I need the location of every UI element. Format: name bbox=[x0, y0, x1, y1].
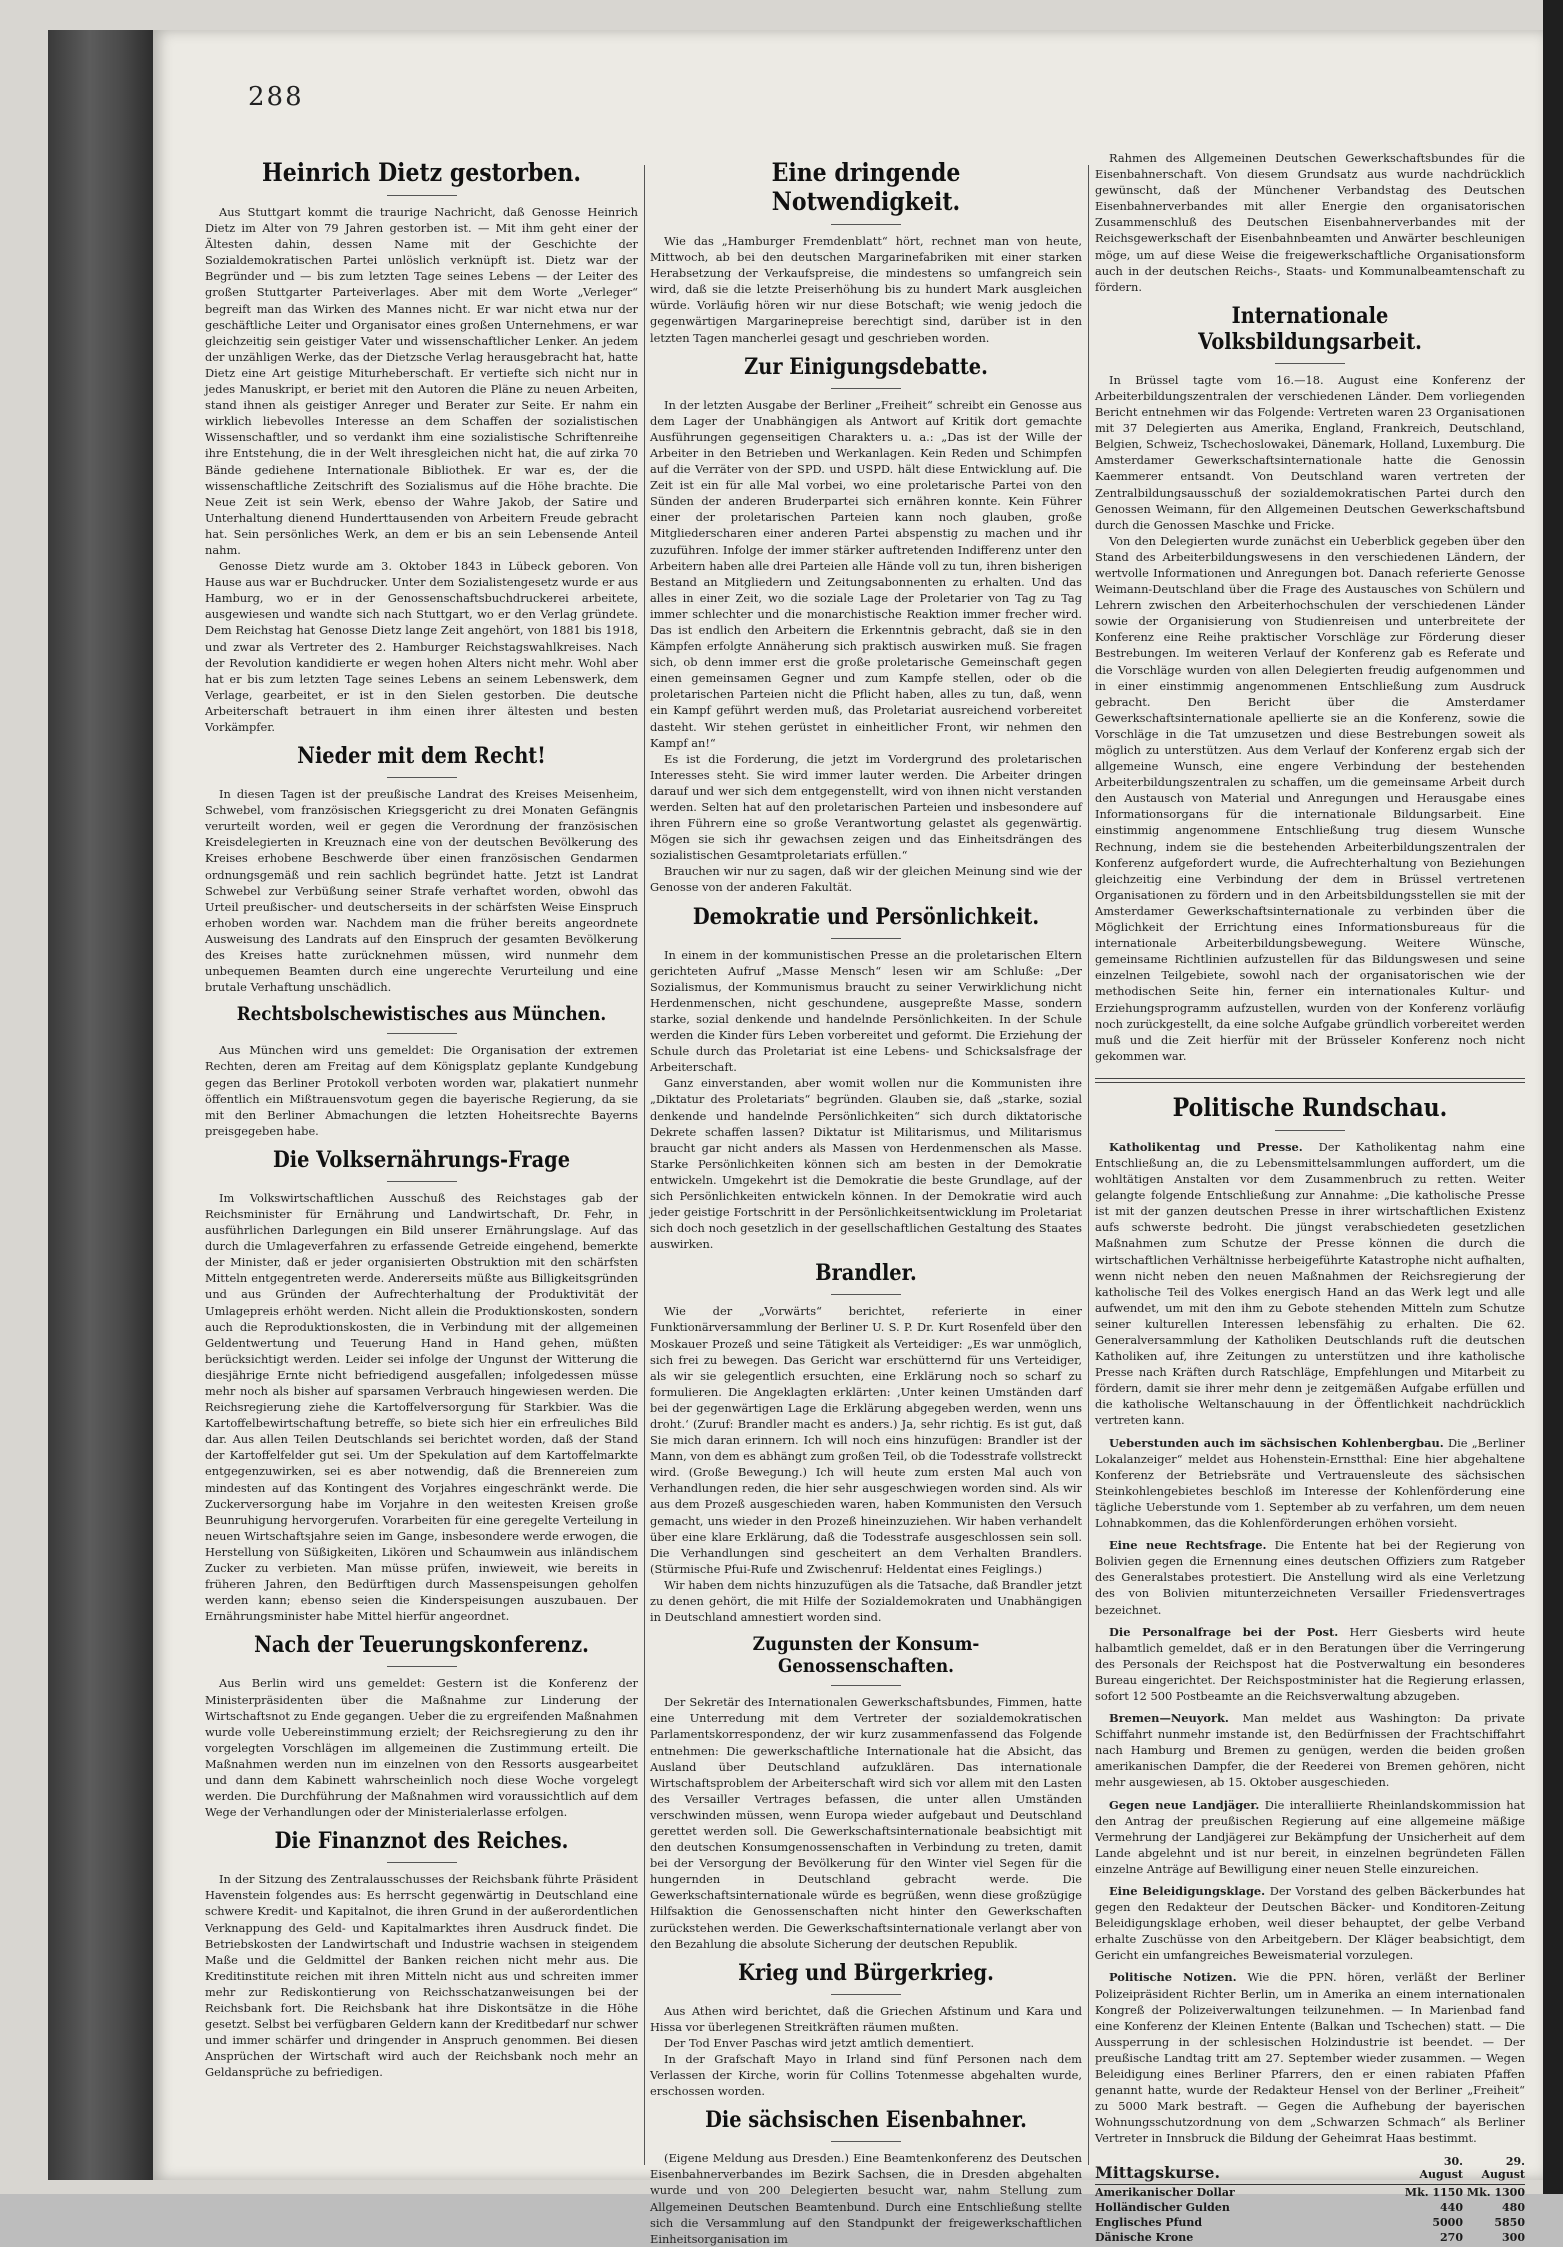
article bbox=[205, 158, 638, 735]
news-item-text: Der Vorstand des gelben Bäckerbundes hat gegen den Redakteur der Deutschen Bäcker- und Konditoren-Zeitung Beleidigungsklage erhoben, weil dieser behauptet, der gelbe Verband erhalte Zuschüsse von den Arbeitgebern. Der Kläger beabsichtigt, dem Gericht ein umfangreiches Beweismaterial vorzulegen. bbox=[1095, 1884, 1526, 1963]
news-item-lead: Katholikentag und Presse. bbox=[1109, 1139, 1303, 1154]
headline-rule bbox=[831, 938, 901, 939]
article-headline: Rechtsbolschewistisches aus München. bbox=[236, 1003, 607, 1026]
news-item bbox=[1095, 1435, 1525, 1532]
table-row bbox=[1095, 2185, 1525, 2200]
article-headline: Zugunsten der Konsum-Genossenschaften. bbox=[752, 1633, 980, 1678]
headline-rule bbox=[387, 1862, 457, 1863]
news-item-text: Der Katholikentag nahm eine Entschließung an, die zu Lebensmittelsammlungen auffordert, um die wohltätigen Anstalten vor dem Zusammenbruch zu retten. Weiter gelangte folgende Entschließung zur Annahme: „Die katholische Presse ist mit der ganzen deutschen Presse in ihrer wirtschaftlichen Existenz aufs schwerste bedroht. Die jüngst verabschiedeten gesetzlichen Maßnahmen zum Schutze der Presse können die durch die wirtschaftlichen Verhältnisse herbeigeführte Katastrophe nicht aufhalten, wenn nicht neben den neuen Maßnahmen der Reichsregierung der katholische Teil des Volkes energisch Hand an das Werk legt und alle aufwendet, um mit den ihm zu Gebote stehenden Mitteln zum Schutze seiner kulturellen Interessen lebensfähig zu erhalten. Die 62. Generalversammlung der Katholiken Deutschlands ruft die deutschen Katholiken auf, ihre Zeitungen zu unterstützen und ihre katholische Presse nach Kräften durch Ratschläge, Empfehlungen und Mitarbeit zu fördern, damit sie ihrer mehr denn je zeitgemäßen Aufgabe erfüllen und die katholische Weltanschauung in der Öffentlichkeit nachdrücklich vertreten kann. bbox=[1095, 1139, 1525, 1428]
book-binding bbox=[48, 30, 153, 2180]
news-item bbox=[1095, 1624, 1525, 1704]
article bbox=[650, 158, 1082, 346]
headline-rule bbox=[831, 1994, 901, 1995]
article-paragraph: Der Tod Enver Paschas wird jetzt amtlich dementiert. bbox=[664, 2035, 975, 2050]
news-item-text: Die interalliierte Rheinlandskommission hat den Antrag der preußischen Regierung auf eine allgemeine mäßige Vermehrung der Landjägerei zur Bekämpfung der Unsicherheit auf dem Lande abgelehnt und ist nur bereit, in einzelnen begründeten Fällen einzelne Anträge auf Bewilligung einer neuen Stelle einzureichen. bbox=[1095, 1797, 1525, 1876]
rate-date: 30. August bbox=[1419, 2154, 1463, 2181]
headline-rule bbox=[831, 388, 901, 389]
exchange-rates bbox=[1095, 2155, 1525, 2245]
column-rule bbox=[1088, 165, 1089, 2165]
article-paragraph: Aus Stuttgart kommt die traurige Nachricht, daß Genosse Heinrich Dietz im Alter von 79 Jahren gestorben ist. — Mit ihm geht einer der Ältesten dahin, dessen Name mit der Geschichte der Sozialdemokratischen Partei unlöslich verknüpft ist. Dietz war der Begründer und — bis zum letzten Tage seines Lebens — der Leiter des großen Stuttgarter Parteiverlages. Aber mit dem Worte „Verleger“ begreift man das Wirken des Mannes nicht. Er war nicht etwa nur der geschäftliche Leiter und Organisator eines großen Unternehmens, er war gleichzeitig sein geistiger Vater und wissenschaftlicher Lenker. An jedem der unzähligen Werke, das der Dietzsche Verlag herausgebracht hat, hatte Dietz eine Art geistige Miturheberschaft. Er vertiefte sich nicht nur in jedes Manuskript, er beriet mit den Autoren die Pläne zu neuen Arbeiten, stand ihnen als geistiger Anreger und Berater zur Seite. Er nahm ein wirklich liebevolles Interesse an dem Schaffen der sozialistischen Wissenschaftler, und so verdankt ihm eine sozialistische Schriftenreihe ihre Entstehung, die in der Welt ihresgleichen nicht hat, die auf zirka 70 Bände gediehene Internationale Bibliothek. Er war es, der die wissenschaftliche Zeitschrift des Sozialismus auf die Höhe brachte. Die Neue Zeit ist sein Werk, ebenso der Wahre Jakob, der Satire und Unterhaltung dienend Hunderttausenden von Arbeitern Freude gebracht hat. Sein persönliches Werk, an dem er bis an sein Lebensende Anteil nahm. bbox=[205, 205, 638, 557]
article bbox=[205, 1828, 638, 2080]
article-paragraph: Aus Berlin wird uns gemeldet: Gestern ist die Konferenz der Ministerpräsidenten über die Maßnahme zur Linderung der Wirtschaftsnot zu Ende gegangen. Ueber die zu ergreifenden Maßnahmen wurde volle Uebereinstimmung erzielt; der Reichsregierung zu den ihr vorgelegten Vorschlägen im allgemeinen die Zustimmung erteilt. Die Maßnahmen werden nun im einzelnen von den Ressorts ausgearbeitet und dann dem Kabinett wahrscheinlich noch diese Woche vorgelegt werden. Die Durchführung der Maßnahmen wird voraussichtlich auf dem Wege der Verhandlungen oder der Ministerialerlasse erfolgen. bbox=[205, 1676, 638, 1820]
article-paragraph: Wie der „Vorwärts“ berichtet, referierte in einer Funktionärversammlung der Berliner U. S. P. Dr. Kurt Rosenfeld über den Moskauer Prozeß und seine Tätigkeit als Verteidiger: „Es war unmöglich, sich frei zu bewegen. Das Gericht war erschütternd für uns Verteidiger, als wir sie gelegentlich ersuchten, eine Erklärung noch so scharf zu formulieren. Die Angeklagten erklärten: ‚Unter keinen Umständen darf bei der gegenwärtigen Lage die Erklärung abgegeben werden, wenn uns droht.‘ (Zuruf: Brandler macht es anders.) Ja, sehr richtig. Es ist gut, daß Sie mich daran erinnern. Ich will noch eins hinzufügen: Brandler ist der Mann, von dem es abhängt zum großen Teil, ob die Todesstrafe vollstreckt wird. (Große Bewegung.) Ich will heute zum ersten Mal auch von Verhandlungen reden, die hier sehr ausgeschwiegen worden sind. Als wir aus dem Prozeß ausgeschieden waren, haben Kommunisten den Versuch gemacht, uns wieder in den Prozeß hineinzuziehen. Wir haben verhandelt über eine klare Erklärung, daß die Todesstrafe ausgeschlossen sein soll. Die Verhandlungen sind gescheitert an dem Verhalten Brandlers. (Stürmische Pfui-Rufe und Zwischenruf: Heldentat eines Feiglings.) bbox=[650, 1304, 1082, 1576]
article-headline: Die Volksernährungs-Frage bbox=[272, 1146, 571, 1173]
currency-name: Dänische Krone bbox=[1095, 2230, 1194, 2244]
news-item bbox=[1095, 1969, 1525, 2146]
rate-value: 480 bbox=[1502, 2200, 1525, 2214]
exchange-rates-title: Mittagskurse. bbox=[1095, 2162, 1221, 2182]
news-item-lead: Politische Notizen. bbox=[1109, 1970, 1237, 1985]
headline-rule bbox=[831, 2141, 901, 2142]
headline-rule bbox=[831, 224, 901, 225]
column-1 bbox=[205, 150, 638, 2170]
article-headline: Eine dringende Notwendigkeit. bbox=[771, 158, 961, 216]
news-item-lead: Ueberstunden auch im sächsischen Kohlenbergbau. bbox=[1109, 1435, 1444, 1450]
column-3 bbox=[1095, 150, 1526, 2244]
article-paragraph: Der Sekretär des Internationalen Gewerkschaftsbundes, Fimmen, hatte eine Unterredung mit dem Vertreter der sozialdemokratischen Parlamentskorrespondenz, der wir kurz zusammenfassend das Folgende entnehmen: Die gewerkschaftliche Internationale hat die Absicht, das Ausland über Deutschland aufzuklären. Das internationale Wirtschaftsproblem der Arbeiterschaft wird sich vor allem mit den Lasten des Versailler Vertrages befassen, die unter allen Umständen verschwinden müssen, wenn Europa wieder aufgebaut und Deutschland gerettet werden soll. Die Gewerkschaftsinternationale beabsichtigt mit den deutschen Konsumgenossenschaften in Verbindung zu treten, damit bei der Versorgung der Bevölkerung für den Winter viel Segen für die hungernden in Deutschland gebracht werde. Die Gewerkschaftsinternationale würde es begrüßen, wenn diese großzügige Hilfsaktion die Genossenschaften nicht hinter den Gewerkschaften zurückstehen werden. Die Gewerkschaftsinternationale verlangt aber von den Bezahlung die absolute Sicherung der deutschen Republik. bbox=[650, 1695, 1082, 1951]
article-paragraph: In der Grafschaft Mayo in Irland sind fünf Personen nach dem Verlassen der Kirche, worin für Collins Totenmesse abgehalten wurde, erschossen worden. bbox=[650, 2052, 1082, 2099]
article-paragraph: Wie das „Hamburger Fremdenblatt“ hört, rechnet man von heute, Mittwoch, ab bei den deutschen Margarinefabriken mit einer starken Herabsetzung der Verkaufspreise, die mindestens so umfangreich sein wird, daß sie die letzte Preiserhöhung bis zu hundert Mark ausgleichen würde. Vorläufig hören wir nur diese Botschaft; wie wenig jedoch die gegenwärtigen Margarinepreise berechtigt sind, darüber ist in den letzten Tagen mancherlei gesagt und geschrieben worden. bbox=[650, 234, 1082, 345]
table-row bbox=[1095, 2200, 1525, 2215]
rate-value: 5000 bbox=[1432, 2215, 1463, 2229]
scan-edge bbox=[1543, 0, 1563, 2194]
rate-value: Mk. 1150 bbox=[1404, 2185, 1463, 2199]
article-paragraph: Wir haben dem nichts hinzuzufügen als die Tatsache, daß Brandler jetzt zu denen gehört, die mit Hilfe der Sozialdemokraten und Unabhängigen in Deutschland amnestiert worden sind. bbox=[650, 1577, 1082, 1625]
news-item-lead: Eine neue Rechtsfrage. bbox=[1109, 1538, 1267, 1553]
article bbox=[1095, 1078, 1525, 2245]
rate-value: 300 bbox=[1502, 2230, 1525, 2244]
page-number: 288 bbox=[248, 82, 304, 112]
article bbox=[205, 1003, 638, 1139]
news-item bbox=[1095, 1139, 1525, 1429]
exchange-rates-table bbox=[1095, 2185, 1525, 2245]
news-item bbox=[1095, 1883, 1525, 1963]
news-item-lead: Gegen neue Landjäger. bbox=[1109, 1797, 1260, 1812]
news-item-lead: Die Personalfrage bei der Post. bbox=[1109, 1624, 1339, 1639]
article-headline: Politische Rundschau. bbox=[1172, 1092, 1448, 1122]
article-headline: Zur Einigungsdebatte. bbox=[744, 353, 988, 380]
currency-name: Holländischer Gulden bbox=[1095, 2200, 1230, 2214]
article-paragraph: In einem in der kommunistischen Presse an die proletarischen Eltern gerichteten Aufruf „Masse Mensch“ lesen wir am Schluße: „Der Sozialismus, der Kommunismus braucht zu seiner Verwirklichung nicht Herdenmenschen, nicht geschundene, ausgepreßte Masse, sondern starke, sozial denkende und handelnde Persönlichkeiten. In der Schule werden die Kinder fürs Leben vorbereitet und geformt. Die Erziehung der Schule durch das Proletariat ist eine Lebens- und Schicksalsfrage der Arbeiterschaft. bbox=[650, 947, 1082, 1075]
rate-value: Mk. 1300 bbox=[1466, 2185, 1525, 2199]
article-headline: Nieder mit dem Recht! bbox=[297, 743, 546, 770]
news-item bbox=[1095, 1710, 1525, 1790]
table-row bbox=[1095, 2230, 1525, 2245]
article bbox=[205, 743, 638, 995]
exchange-rates-header bbox=[1095, 2155, 1525, 2185]
rate-date: 29. August bbox=[1481, 2154, 1525, 2181]
news-item bbox=[1095, 1797, 1525, 1877]
article-headline: Demokratie und Persönlichkeit. bbox=[692, 903, 1040, 930]
news-item bbox=[1095, 1537, 1525, 1617]
article-headline: Brandler. bbox=[815, 1260, 917, 1287]
article-paragraph: Genosse Dietz wurde am 3. Oktober 1843 in Lübeck geboren. Von Hause aus war er Buchdrucker. Unter dem Sozialistengesetz wurde er aus Hamburg, wo er in der Genossenschaftsbuchdruckerei arbeitete, ausgewiesen und wandte sich nach Stuttgart, wo er den Verlag gründete. Dem Reichstag hat Genosse Dietz lange Zeit angehört, von 1881 bis 1918, und zwar als Vertreter des 2. Hamburger Reichstagswahlkreises. Nach der Revolution kandidierte er wegen hohen Alters nicht mehr. Wohl aber hat er bis zum letzten Tage seines Lebens an seinem Lebenswerk, dem Verlage, gearbeitet, er ist in den Sielen gestorben. Die deutsche Arbeiterschaft betrauert in ihm einen ihrer ältesten und besten Vorkämpfer. bbox=[205, 559, 638, 734]
article-headline: Nach der Teuerungskonferenz. bbox=[254, 1632, 589, 1659]
article bbox=[650, 1960, 1082, 2100]
news-item-text: Die „Berliner Lokalanzeiger“ meldet aus Hohenstein-Ernstthal: Eine hier abgehaltene Konferenz der Betriebsräte und Vertrauensleute des sächsischen Steinkohlengebietes beschloß im Interesse der Kohlenförderung eine tägliche Ueberstunde vom 1. September ab zu verfahren, um dem neuen Lohnabkommen, das die Kohlenförderungen erhöhen vorsieht. bbox=[1095, 1435, 1525, 1531]
article bbox=[650, 2107, 1082, 2247]
headline-rule bbox=[387, 195, 457, 196]
rate-value: 5850 bbox=[1494, 2215, 1525, 2229]
article-paragraph: Aus München wird uns gemeldet: Die Organisation der extremen Rechten, deren am Freitag auf dem Königsplatz geplante Kundgebung gegen das Berliner Protokoll verboten worden war, plakatiert nunmehr öffentlich ein Mißtrauensvotum gegen die bayerische Regierung, da sie mit den Berliner Abmachungen die letzten Hoheitsrechte Bayerns preisgegeben habe. bbox=[205, 1043, 638, 1138]
headline-rule bbox=[387, 1033, 457, 1034]
article-headline: Krieg und Bürgerkrieg. bbox=[738, 1959, 994, 1986]
article-headline: Die sächsischen Eisenbahner. bbox=[705, 2107, 1027, 2134]
headline-rule bbox=[387, 1666, 457, 1667]
article-paragraph: Im Volkswirtschaftlichen Ausschuß des Reichstages gab der Reichsminister für Ernährung und Landwirtschaft, Dr. Fehr, in ausführlichen Darlegungen ein Bild unserer Ernährungslage. Auf das durch die Umlageverfahren zu erfassende Getreide eingehend, bemerkte der Minister, daß er jeder organisierten Obstruktion mit den schärfsten Mitteln entgegentreten werde. Andererseits müßte aus Billigkeitsgründen und aus Gründen der Aufrechterhaltung der Produktivität der Umlagepreis erhöht werden. Nicht allein die Produktionskosten, sondern auch die Reproduktionskosten, die in Verbindung mit der allgemeinen Geldentwertung und Teuerung Hand in Hand gehen, müßten berücksichtigt werden. Leider sei infolge der Ungunst der Witterung die diesjährige Ernte nicht befriedigend ausgefallen; infolgedessen müsse mehr noch als bisher auf sparsamen Verbrauch hingewiesen werden. Die Reichsregierung ziehe die Kartoffelversorgung für Starkbier. Was die Kartoffelbewirtschaftung betreffe, so biete sich hier ein erfreuliches Bild dar. Aus allen Teilen Deutschlands sei berichtet worden, daß der Stand der Kartoffelfelder gut sei. Um der Spekulation auf dem Kartoffelmarkte entgegenzuwirken, sei es aber notwendig, daß die Brennereien zum mindesten auf das Kontingent des Vorjahres eingeschränkt werde. Die Zuckerversorgung habe im Vorjahre in den weitesten Kreisen große Beunruhigung hervorgerufen. Vorarbeiten für eine geregelte Verteilung in neuen Wirtschaftsjahre seien im Gange, insbesondere werde erwogen, die Herstellung von Süßigkeiten, Likören und Schaumwein aus inländischem Zucker zu verbieten. Man müsse prüfen, inwieweit, wie bereits in früheren Jahren, den Bedürftigen durch Massenspeisungen geholfen werden kann; ebenso seien die Kinderspeisungen auszubauen. Der Ernährungsminister habe Mittel hierfür angeordnet. bbox=[205, 1190, 638, 1624]
headline-rule bbox=[1275, 1130, 1345, 1131]
article-paragraph: Aus Athen wird berichtet, daß die Griechen Afstinum und Kara und Hissa vor überlegenen Streitkräften räumen mußten. bbox=[650, 2003, 1082, 2034]
exchange-rates-dates bbox=[1401, 2155, 1525, 2181]
currency-name: Amerikanischer Dollar bbox=[1095, 2185, 1235, 2199]
table-row bbox=[1095, 2215, 1525, 2230]
news-item-lead: Bremen—Neuyork. bbox=[1109, 1711, 1229, 1726]
article bbox=[1095, 150, 1525, 295]
article-paragraph: Von den Delegierten wurde zunächst ein Ueberblick gegeben über den Stand des Arbeiterbildungswesens in den verschiedenen Ländern, der wertvolle Informationen und Anregungen bot. Danach referierte Genosse Weimann-Deutschland über die Frage des Austausches von Schülern und Lehrern zwischen den Arbeiterhochschulen der verschiedenen Länder sowie der Organisierung von Studienreisen und unterbreitete der Konferenz eine Reihe praktischer Vorschläge zur Förderung dieser Bestrebungen. Im weiteren Verlauf der Konferenz gab es Referate und die Vorschläge wurden von allen Delegierten freudig aufgenommen und in einer einstimmig angenommenen Entschließung zum Ausdruck gebracht. Den Bericht über die Amsterdamer Gewerkschaftsinternationale apellierte sie an die Konferenz, sowie die Vorschläge in die Tat umzusetzen und diese Bestrebungen soweit als möglich zu unterstützen. Aus dem Verlauf der Konferenz ergab sich der allgemeine Wunsch, eine engere Verbindung der bestehenden Arbeiterbildungszentralen zu schaffen, um die gemeinsame Arbeit durch den Austausch von Material und Anregungen und Herausgabe eines Informationsorgans für die internationale Bildungsarbeit. Eine einstimmig angenommene Entschließung trug diesem Wunsche Rechnung, indem sie die bestehenden Arbeiterbildungszentralen der Konferenz aufgefordert wurde, die Aufrechterhaltung von Beziehungen gleichzeitig eine Verbindung der dem in Brüssel vertretenen Organisationen zu fördern und in den Arbeitsbildungsstellen sie mit der Amsterdamer Gewerkschaftsinternationale zu verbinden über die Möglichkeit der Errichtung eines Informationsbureaus für die internationale Arbeiterbildungsbewegung. Weitere Wünsche, gemeinsame Richtlinien aufzustellen für das Bildungswesen und seine einzelnen Teilgebiete, sowohl nach der organisatorischen wie der methodischen Seite hin, ferner ein internationales Kultur- und Erziehungsprogramm aufzustellen, wurden von der Konferenz vorläufig noch zurückgestellt, da eine solche Aufgabe gründlich vorbereitet werden muß und die Zeit hierfür mit der Brüsseler Konferenz noch nicht gekommen war. bbox=[1095, 533, 1525, 1063]
article bbox=[205, 1632, 638, 1820]
article bbox=[1095, 303, 1525, 1064]
currency-name: Englisches Pfund bbox=[1095, 2215, 1203, 2229]
rate-value: 440 bbox=[1440, 2200, 1463, 2214]
article-paragraph: In diesen Tagen ist der preußische Landrat des Kreises Meisenheim, Schwebel, vom französischen Kriegsgericht zu drei Monaten Gefängnis verurteilt worden, weil er gegen die Verordnung der französischen Kreisdelegierten in Kreuznach eine von der deutschen Bevölkerung des Kreises erhobene Beschwerde über einen französischen Gendarmen ordnungsgemäß und rein sachlich begründet hatte. Jetzt ist Landrat Schwebel zur Verbüßung seiner Strafe verhaftet worden, obwohl das Urteil preußischer- und deutscherseits in der schärfsten Weise Einspruch erhoben worden war. Nachdem man die früher bereits angeordnete Ausweisung des Landrats auf den Einspruch der gesamten Bevölkerung des Kreises hatte zurücknehmen müssen, wird nunmehr dem unbequemen Beamten durch eine ungerechte Verurteilung und eine brutale Verhaftung unschädlich. bbox=[205, 787, 638, 995]
news-item-text: Man meldet aus Washington: Da private Schiffahrt nunmehr imstande ist, den Bedürfnissen der Frachtschiffahrt nach Hamburg und Bremen zu genügen, werden die beiden großen amerikanischen Dampfer, die der Reederei von Bremen gehören, nicht mehr ausgewiesen, ab 15. Oktober ausgeschieden. bbox=[1095, 1711, 1526, 1790]
headline-rule bbox=[831, 1294, 901, 1295]
rate-value: 270 bbox=[1440, 2230, 1463, 2244]
news-item-text: Die Entente hat bei der Regierung von Bolivien gegen die Ernennung eines deutschen Offiziers zum Ratgeber des Generalstabes protestiert. Die Anstellung wird als eine Verletzung des von Bolivien mitunterzeichneten Versailler Friedensvertrages bezeichnet. bbox=[1095, 1538, 1525, 1617]
column-rule bbox=[644, 165, 645, 2165]
article-paragraph: In Brüssel tagte vom 16.—18. August eine Konferenz der Arbeiterbildungszentralen der verschiedenen Länder. Dem vorliegenden Bericht entnehmen wir das Folgende: Vertreten waren 23 Organisationen mit 37 Delegierten aus Amerika, England, Frankreich, Deutschland, Belgien, Schweiz, Tschechoslowakei, Dänemark, Holland, Luxemburg. Die Amsterdamer Gewerkschaftsinternationale hatte die Genossin Kaemmerer entsandt. Von Deutschland waren vertreten der Zentralbildungsausschuß der sozialdemokratischen Partei durch den Genossen Weimann, für den Allgemeinen Deutschen Gewerkschaftsbund durch die Genossen Maschke und Fricke. bbox=[1095, 372, 1525, 532]
article-headline: Heinrich Dietz gestorben. bbox=[261, 158, 582, 187]
headline-rule bbox=[831, 1685, 901, 1686]
section-divider bbox=[1095, 1078, 1525, 1083]
headline-rule bbox=[1275, 363, 1345, 364]
news-item-text: Wie die PPN. hören, verläßt der Berliner Polizeipräsident Richter Berlin, um in Amerika an einem internationalen Kongreß der Polizeiverwaltungen teilzunehmen. — In Marienbad fand eine Konferenz der Kleinen Entente (Balkan und Tschechen) statt. — Die Aussperrung in der schlesischen Holzindustrie ist beendet. — Der preußische Landtag tritt am 27. September wieder zusammen. — Wegen Beleidigung eines Berliner Pfarrers, den er einen rabiaten Pfaffen genannt hatte, wurde der Redakteur Hensel von der Berliner „Freiheit“ zu 5000 Mark bestraft. — Gegen die Aufhebung der bayerischen Wohnungsschutzordnung von dem „Schwarzen Schmach“ als Berliner Vertreter in Innsbruck die Bildung der Geheimrat Haas bestimmt. bbox=[1095, 1970, 1525, 2146]
news-item-lead: Eine Beleidigungsklage. bbox=[1109, 1884, 1266, 1898]
headline-rule bbox=[387, 1181, 457, 1182]
article-paragraph: Es ist die Forderung, die jetzt im Vordergrund des proletarischen Interesses steht. Sie wird immer lauter werden. Die Arbeiter dringen darauf und wer sich dem entgegenstellt, wird von ihnen nicht verstanden werden. Selten hat auf den proletarischen Parteien und insbesondere auf ihren Führern eine so große Verantwortung gelastet als gegenwärtig. Mögen sie sich ihr gewachsen zeigen und das Einheitsdrängen des sozialistischen Gesamtproletariats erfüllen.“ bbox=[650, 751, 1082, 863]
article-headline: Internationale Volksbildungsarbeit. bbox=[1198, 302, 1422, 355]
article-paragraph: Rahmen des Allgemeinen Deutschen Gewerkschaftsbundes für die Eisenbahnerschaft. Von diesem Grundsatz aus wurde nachdrücklich gewünscht, daß der Münchener Verbandstag des Deutschen Eisenbahnerverbandes mit aller Energie den organisatorischen Zusammenschluß des Deutschen Eisenbahnerverbandes mit der Reichsgewerkschaft der Eisenbahnbeamten und Anwärter beschleunigen möge, um auf diese Weise die freigewerkschaftliche Organisationsform auch in der deutschen Reichs-, Staats- und Kommunalbeamtenschaft zu fördern. bbox=[1095, 151, 1525, 294]
article-paragraph: Brauchen wir nur zu sagen, daß wir der gleichen Meinung sind wie der Genosse von der anderen Fakultät. bbox=[650, 864, 1082, 895]
article bbox=[650, 354, 1082, 896]
article-paragraph: (Eigene Meldung aus Dresden.) Eine Beamtenkonferenz des Deutschen Eisenbahnerverbandes im Bezirk Sachsen, die in Dresden abgehalten wurde und von 200 Delegierten besucht war, nahm Stellung zum Allgemeinen Deutschen Beamtenbund. Durch eine Entschließung stellte sich die Versammlung auf den Standpunkt der freigewerkschaftlichen Einheitsorganisation im bbox=[650, 2151, 1082, 2246]
article-headline: Die Finanznot des Reiches. bbox=[274, 1828, 569, 1855]
headline-rule bbox=[387, 777, 457, 778]
article-paragraph: In der Sitzung des Zentralausschusses der Reichsbank führte Präsident Havenstein folgendes aus: Es herrscht gegenwärtig in Deutschland eine schwere Kredit- und Kapitalnot, die ihren Grund in der außerordentlichen Verknappung des Geld- und Kapitalmarktes ihren Ausdruck findet. Die Betriebskosten der Landwirtschaft und Industrie wachsen in steigendem Maße und die Geldmittel der Banken reichen nicht mehr aus. Die Kreditinstitute reichen mit ihren Mitteln nicht aus und schreiten immer mehr zur Rediskontierung von Reichsschatzanweisungen bei der Reichsbank fort. Die Reichsbank hat ihre Diskontsätze in die Höhe gesetzt. Selbst bei verfügbaren Geldern kann der Kreditbedarf nur schwer und immer schärfer und dringender in Anspruch genommen. Bei diesen Ansprüchen der Wirtschaft wird auch der Reichsbank noch mehr an Geldansprüche zu befriedigen. bbox=[205, 1872, 638, 2080]
column-2 bbox=[650, 150, 1082, 2246]
article bbox=[205, 1147, 638, 1625]
article bbox=[650, 1260, 1082, 1625]
article-paragraph: In der letzten Ausgabe der Berliner „Freiheit“ schreibt ein Genosse aus dem Lager der Unabhängigen als Antwort auf Kritik dort gemachte Ausführungen gegenseitigen Charakters u. a.: „Das ist der Wille der Arbeiter in den Betrieben und Werkanlagen. Kein Reden und Schimpfen auf die Verräter von der SPD. und USPD. hält diese Entwicklung auf. Die Zeit ist ein für alle Mal vorbei, wo eine proletarische Partei von den Sünden der anderen Bruderpartei sich ernähren konnte. Kein Führer einer der proletarischen Parteien kann noch glauben, große Mitgliederscharen einer anderen Partei abspenstig zu machen und ihr zuzuführen. Infolge der immer stärker auftretenden Indifferenz unter den Arbeitern haben alle drei Parteien alle Hände voll zu tun, ihren bisherigen Bestand an Mitgliedern und Zeitungsabonnenten zu erhalten. Und das alles in einer Zeit, wo die soziale Lage der Proletarier von Tag zu Tag immer schlechter und die monarchistische Reaktion immer frecher wird. Das ist endlich den Arbeitern die Erkenntnis gebracht, daß sie in den Kämpfen erfolgte Annäherung sich praktisch auswirken muß. Sie fragen sich, ob denn immer erst die große proletarische Gemeinschaft gegen einen gemeinsamen Gegner und zum Kampfe stellen, oder ob die proletarischen Parteien nicht die Pflicht haben, alles zu tun, daß, wenn ein Kampf geführt werden muß, das Proletariat ausreichend vorbereitet dasteht. Wir stehen gerüstet in einheitlicher Front, wir nehmen den Kampf an!“ bbox=[650, 397, 1082, 750]
article bbox=[650, 1633, 1082, 1952]
article bbox=[650, 904, 1082, 1253]
news-item-text: Herr Giesberts wird heute halbamtlich gemeldet, daß er in den Beratungen über die Verringerung des Personals der Reichspost hat die Postverwaltung ein besonderes Bureau eingerichtet. Der Reichspostminister hat die Regierung erlassen, sofort 12 500 Postbeamte an die Reichsverwaltung abzugeben. bbox=[1095, 1624, 1525, 1703]
article-paragraph: Ganz einverstanden, aber womit wollen nur die Kommunisten ihre „Diktatur des Proletariats“ begründen. Glauben sie, daß „starke, sozial denkende und handelnde Persönlichkeiten“ sich durch diktatorische Dekrete schaffen lassen? Diktatur ist Militarismus, und Militarismus braucht gar nicht anders als Massen von Herdenmenschen als Masse. Starke Persönlichkeiten können sich am besten in der Demokratie entwickeln. Umgekehrt ist die Demokratie die beste Grundlage, auf der sich Persönlichkeiten entwickeln können. In der Demokratie wird auch jeder geistige Fortschritt in der Persönlichkeitsentwicklung im Proletariat sich doch noch gesetzlich in der gesellschaftlichen Gestaltung des Staates auswirken. bbox=[650, 1076, 1082, 1252]
